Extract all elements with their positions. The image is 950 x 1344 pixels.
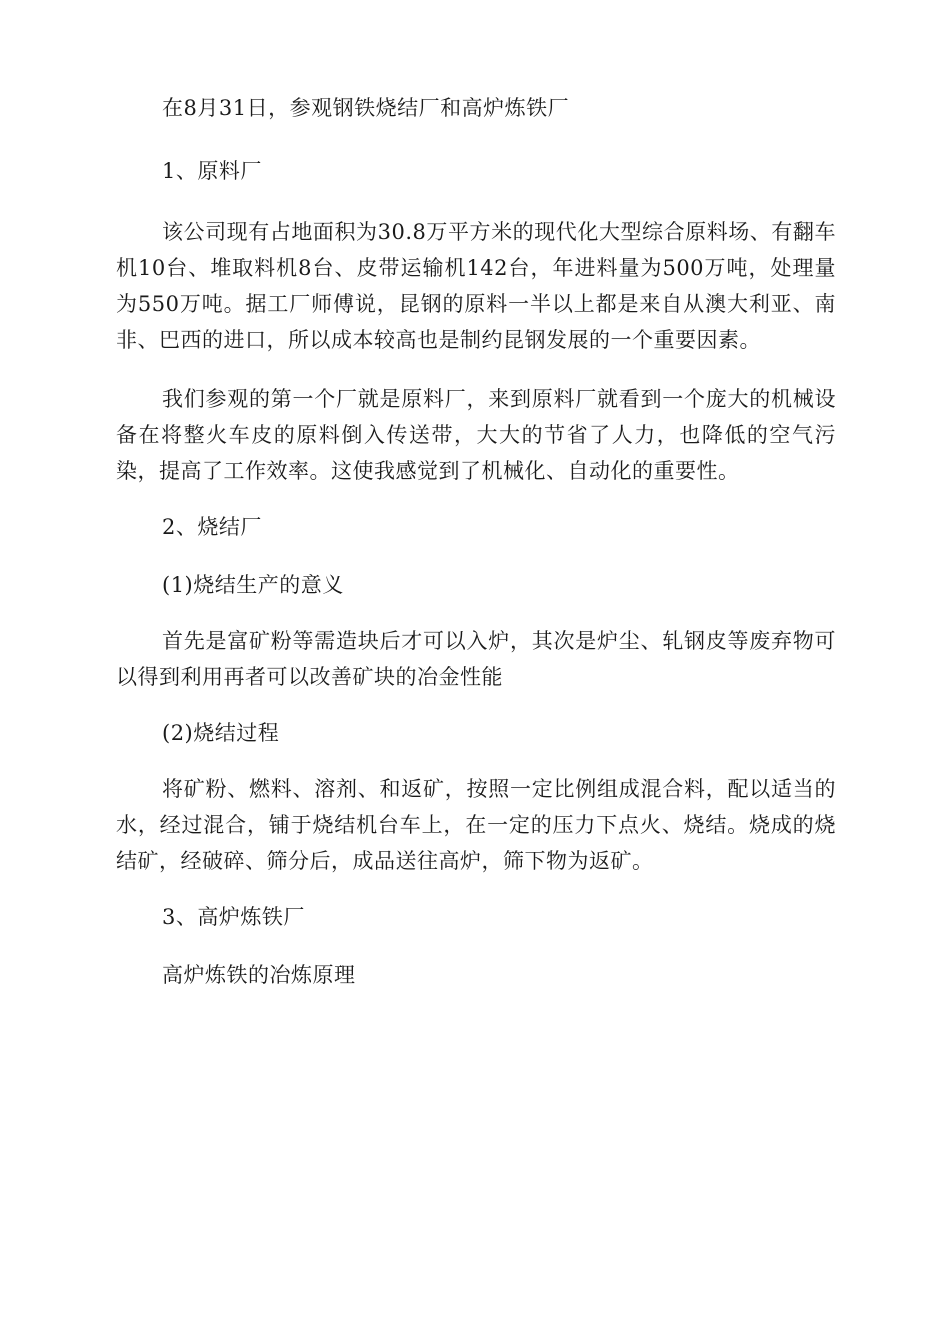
subheading-sintering-significance: (1)烧结生产的意义 <box>162 573 344 597</box>
section-heading-sintering-plant: 2、烧结厂 <box>162 515 262 539</box>
subheading-sintering-process: (2)烧结过程 <box>162 721 280 745</box>
subheading-smelting-principle: 高炉炼铁的冶炼原理 <box>162 963 356 987</box>
document-body <box>116 88 836 995</box>
section-heading-raw-material-plant: 1、原料厂 <box>162 159 262 183</box>
body-paragraph: 将矿粉、燃料、溶剂、和返矿，按照一定比例组成混合料，配以适当的水，经过混合，铺于烧结机台车上，在一定的压力下点火、烧结。烧成的烧结矿，经破碎、筛分后，成品送往高炉，筛下物为返矿。 <box>116 777 836 873</box>
body-paragraph: 该公司现有占地面积为30.8万平方米的现代化大型综合原料场、有翻车机10台、堆取料机8台、皮带运输机142台，年进料量为500万吨，处理量为550万吨。据工厂师傅说，昆钢的原料一半以上都是来自从澳大利亚、南非、巴西的进口，所以成本较高也是制约昆钢发展的一个重要因素。 <box>116 220 836 352</box>
intro-line: 在8月31日，参观钢铁烧结厂和高炉炼铁厂 <box>162 96 570 120</box>
body-paragraph: 我们参观的第一个厂就是原料厂，来到原料厂就看到一个庞大的机械设备在将整火车皮的原料倒入传送带，大大的节省了人力，也降低的空气污染，提高了工作效率。这使我感觉到了机械化、自动化的重要性。 <box>116 387 836 483</box>
body-paragraph: 首先是富矿粉等需造块后才可以入炉，其次是炉尘、轧钢皮等废弃物可以得到利用再者可以改善矿块的冶金性能 <box>116 629 836 689</box>
section-heading-blast-furnace-plant: 3、高炉炼铁厂 <box>162 905 305 929</box>
